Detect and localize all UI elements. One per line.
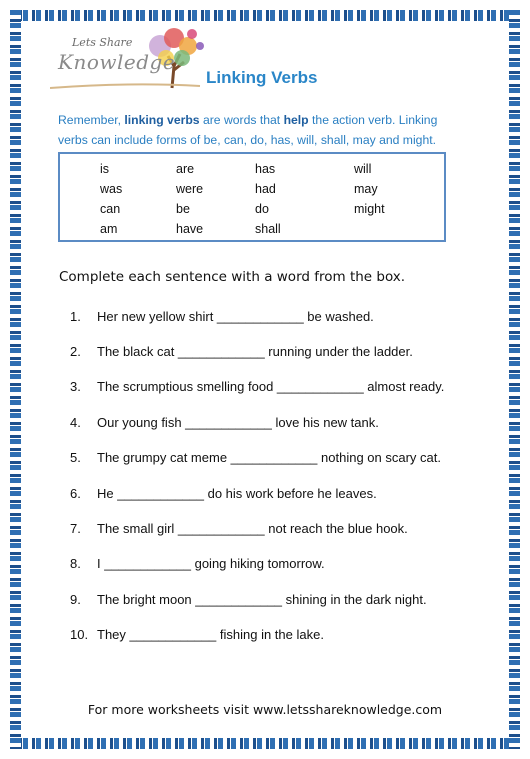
question-number: 9. [70, 592, 81, 607]
border-right [509, 10, 520, 749]
intro-keyword: help [283, 113, 309, 127]
word-box-word: may [354, 182, 378, 196]
word-box-word: had [255, 182, 276, 196]
word-box-word: might [354, 202, 385, 216]
question-text: The bright moon ____________ shining in the dark night. [97, 592, 427, 607]
question-text: I ____________ going hiking tomorrow. [97, 556, 325, 571]
word-box-word: have [176, 222, 204, 236]
question-text: They ____________ fishing in the lake. [97, 627, 324, 642]
question-number: 5. [70, 450, 81, 465]
logo-text-top: Lets Share [72, 36, 133, 49]
question-text: Our young fish ____________ love his new tank. [97, 415, 379, 430]
question-number: 2. [70, 344, 81, 359]
question-text: Her new yellow shirt ____________ be washed. [97, 309, 374, 324]
question-number: 6. [70, 486, 81, 501]
question-text: The grumpy cat meme ____________ nothing on scary cat. [97, 450, 441, 465]
question-number: 1. [70, 309, 81, 324]
word-box-word: be [176, 202, 190, 216]
word-box-word: can [100, 202, 121, 216]
question-item [70, 556, 325, 571]
question-item [70, 450, 441, 465]
question-text: The small girl ____________ not reach the blue hook. [97, 521, 408, 536]
question-item [70, 627, 324, 642]
word-box-word: will [354, 162, 372, 176]
question-number: 8. [70, 556, 81, 571]
border-bottom [10, 738, 520, 749]
intro-paragraph [58, 110, 458, 150]
page-title: Linking Verbs [206, 68, 318, 87]
question-item [70, 592, 427, 607]
logo [50, 26, 210, 90]
word-box-word: was [100, 182, 123, 196]
question-text: The scrumptious smelling food ____________ almost ready. [97, 379, 445, 394]
intro-text: Remember, [58, 113, 125, 127]
intro-keyword: linking verbs [124, 113, 200, 127]
border-top [10, 10, 520, 21]
question-item [70, 309, 374, 324]
question-item [70, 486, 377, 501]
intro-text: are words that [199, 113, 284, 127]
question-number: 10. [70, 627, 89, 642]
border-left [10, 10, 21, 749]
word-box-word: were [176, 182, 204, 196]
word-box-word: am [100, 222, 118, 236]
word-box-word: shall [255, 222, 281, 236]
question-item [70, 521, 408, 536]
question-number: 3. [70, 379, 81, 394]
logo-text-bottom: Knowledge [58, 50, 176, 74]
word-box-word: do [255, 202, 269, 216]
question-text: The black cat ____________ running under the ladder. [97, 344, 413, 359]
word-box-word: has [255, 162, 276, 176]
footer-text: For more worksheets visit www.letsshareknowledge.com [87, 702, 443, 717]
word-box-word: are [176, 162, 195, 176]
question-item [70, 379, 444, 394]
intro-text: the action verb. Linking verbs can include forms of be, can, do, has, will, shall, may and might. [58, 113, 438, 147]
word-box-word: is [100, 162, 110, 176]
question-item [70, 415, 379, 430]
instruction: Complete each sentence with a word from the box. [59, 269, 406, 285]
question-number: 7. [70, 521, 81, 536]
word-box [58, 152, 446, 242]
question-text: He ____________ do his work before he leaves. [97, 486, 377, 501]
question-item [70, 344, 413, 359]
question-number: 4. [70, 415, 81, 430]
